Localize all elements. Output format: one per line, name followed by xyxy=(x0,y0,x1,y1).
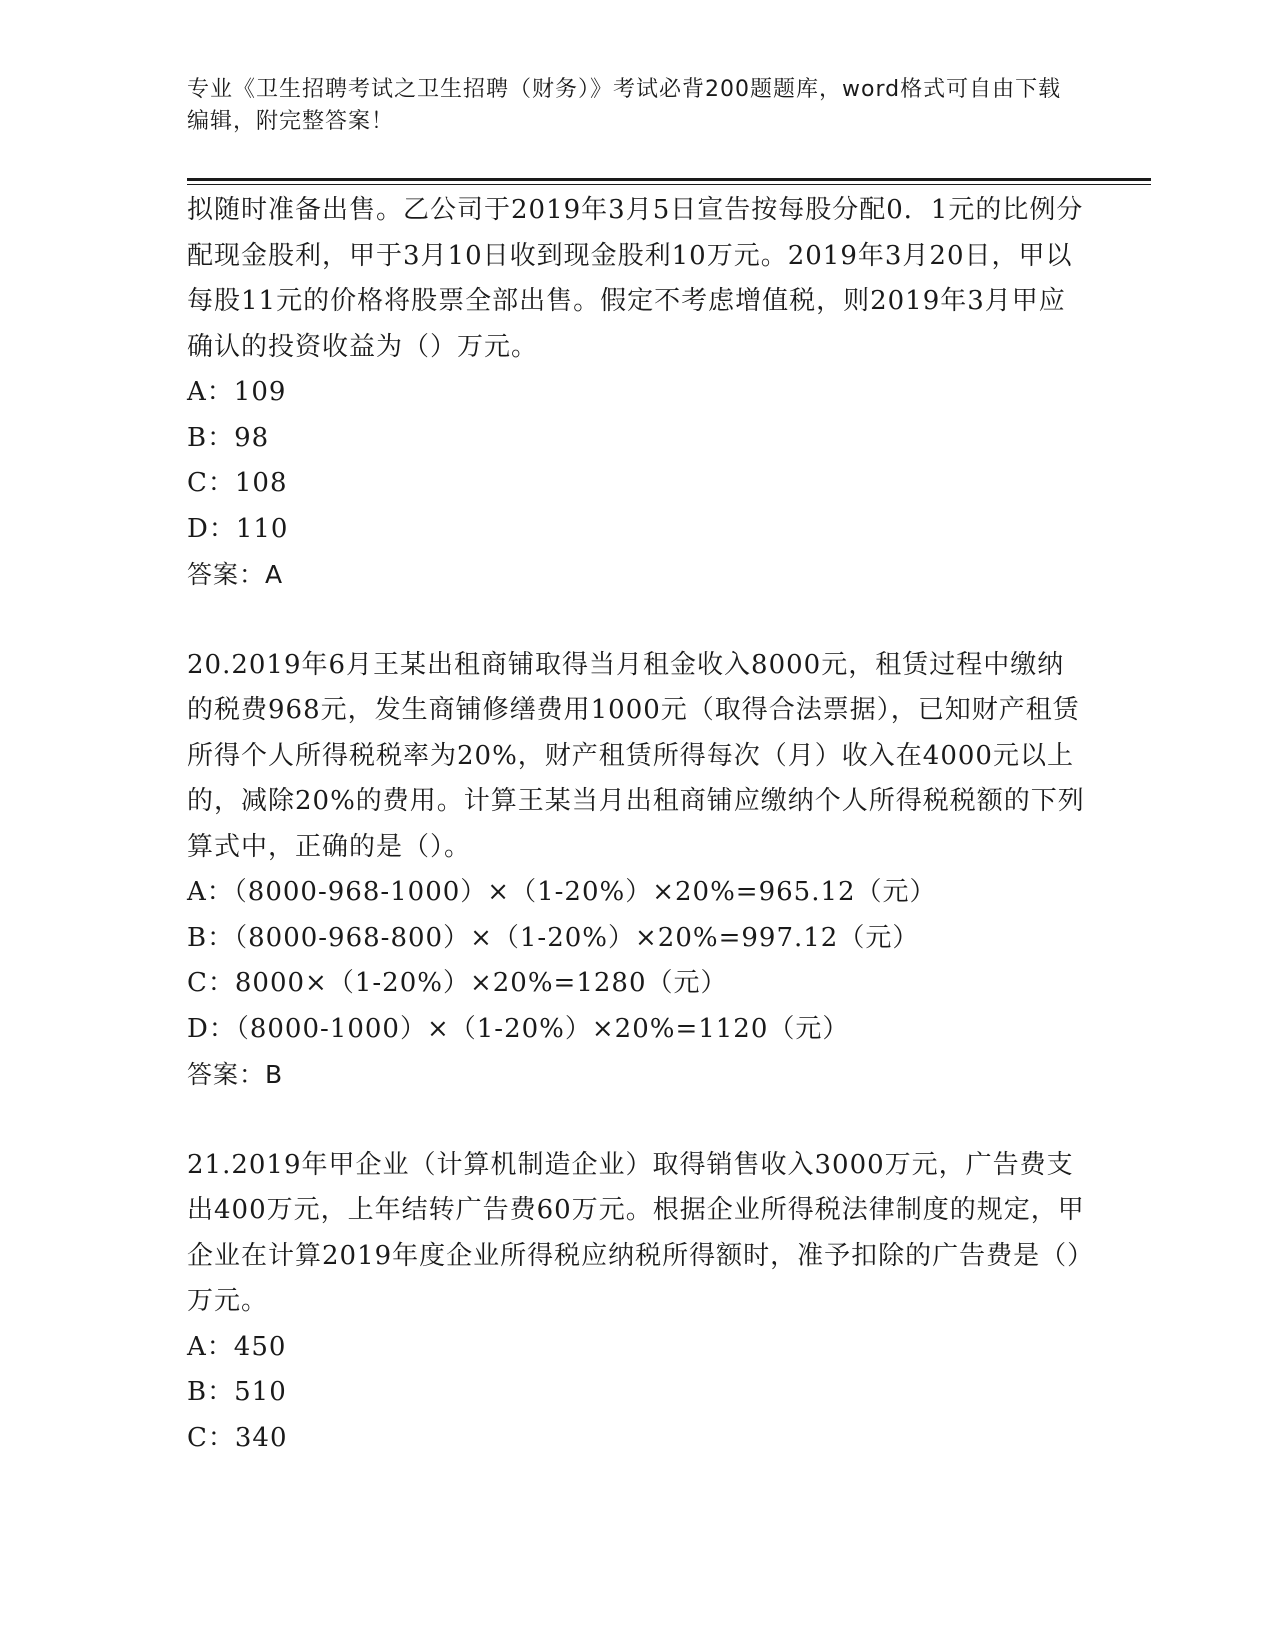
answer-line: 答案：A xyxy=(187,560,284,589)
option-a: A：450 xyxy=(187,1331,287,1362)
option-c: C：340 xyxy=(187,1422,288,1453)
option-b: B：98 xyxy=(187,422,270,453)
option-b: B：510 xyxy=(187,1377,287,1407)
option-a: A：109 xyxy=(187,377,287,407)
header-divider-thick xyxy=(187,178,1151,181)
option-b: B：（8000-968-800）×（1-20%）×20%=997.12（元） xyxy=(187,922,920,953)
option-c: C：8000×（1-20%）×20%=1280（元） xyxy=(187,968,728,998)
page-header: 专业《卫生招聘考试之卫生招聘（财务）》考试必背200题题库，word格式可自由下载编辑，附完整答案！ xyxy=(187,77,1062,134)
question-21 xyxy=(187,1143,1087,1462)
option-a: A：（8000-968-1000）×（1-20%）×20%=965.12（元） xyxy=(187,877,937,907)
option-c: C：108 xyxy=(187,468,288,498)
spacer xyxy=(187,598,1087,643)
header-divider-thin xyxy=(187,184,1151,185)
question-19 xyxy=(187,188,1087,598)
question-20 xyxy=(187,643,1087,1098)
spacer xyxy=(187,1098,1087,1143)
option-d: D：110 xyxy=(187,513,289,544)
option-d: D：（8000-1000）×（1-20%）×20%=1120（元） xyxy=(187,1013,850,1044)
question-text: 20.2019年6月王某出租商铺取得当月租金收入8000元，租赁过程中缴纳的税费968元，发生商铺修缮费用1000元（取得合法票据），已知财产租赁所得个人所得税税率为20%，财产租赁所得每次（月）收入在4000元以上的，减除20%的费用。计算王某当月出租商铺应缴纳个人所得税税额的下列算式中，正确的是（）。 xyxy=(187,649,1085,862)
question-content xyxy=(187,188,1087,1461)
question-text: 拟随时准备出售。乙公司于2019年3月5日宣告按每股分配0．1元的比例分配现金股利，甲于3月10日收到现金股利10万元。2019年3月20日，甲以每股11元的价格将股票全部出售。假定不考虑增值税，则2019年3月甲应确认的投资收益为（）万元。 xyxy=(187,195,1084,362)
question-text: 21.2019年甲企业（计算机制造企业）取得销售收入3000万元，广告费支出400万元，上年结转广告费60万元。根据企业所得税法律制度的规定，甲企业在计算2019年度企业所得税应纳税所得额时，准予扣除的广告费是（）万元。 xyxy=(187,1149,1085,1316)
answer-line: 答案：B xyxy=(187,1060,284,1089)
